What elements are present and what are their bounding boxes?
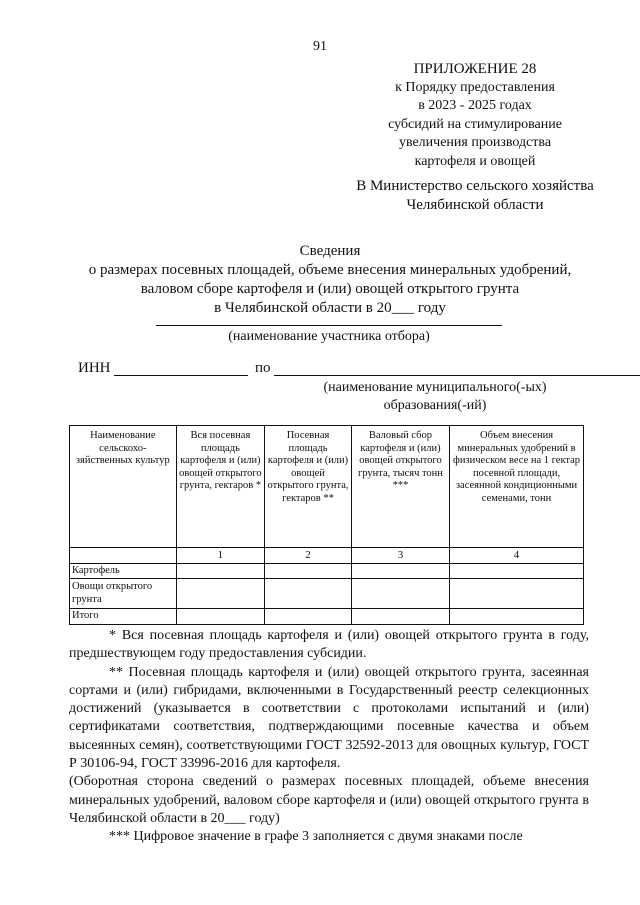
appendix-line: к Порядку предоставления (395, 79, 555, 95)
table-cell[interactable] (351, 563, 449, 579)
table-cell[interactable] (450, 563, 584, 579)
table-row (70, 563, 584, 579)
appendix-line: субсидий на стимулирование (388, 116, 562, 132)
column-number (70, 548, 177, 564)
table-number-row (70, 548, 584, 564)
table-cell[interactable] (351, 579, 449, 609)
table-cell[interactable] (265, 563, 352, 579)
data-table (69, 425, 584, 625)
column-number: 1 (176, 548, 265, 564)
table-row (70, 579, 584, 609)
table-row (70, 609, 584, 625)
table-cell[interactable] (450, 609, 584, 625)
appendix-line: в 2023 - 2025 годах (418, 98, 532, 113)
footnote-2: ** Посевная площадь картофеля и (или) овощей открытого грунта, засеянная сортами и (или) гибридами, включенными в Государственный реестр селекционных достижений (указывается в соответствии с протоколами испытаний и (или) сертификатами соответствия, подтверждающими посевные качества и объем высеянных семян), соответствующими ГОСТ 32592-2013 для овощных культур, ГОСТ Р 30106-94, ГОСТ 33996-2016 для картофеля. (69, 664, 589, 772)
addressee-line: В Министерство сельского хозяйства (356, 178, 594, 194)
participant-name-line (156, 325, 502, 326)
header-gross-harvest: Валовый сбор картофеля и (или) овощей открытого грунта, тысяч тонн *** (351, 426, 449, 548)
column-number: 4 (450, 548, 584, 564)
table-cell[interactable] (351, 609, 449, 625)
row-label: Картофель (70, 563, 177, 579)
title-line: Сведения (299, 243, 361, 259)
title-line: в Челябинской области в 20___ году (214, 300, 446, 316)
appendix-block (375, 60, 575, 171)
footnotes (69, 627, 589, 847)
footnote-3: *** Цифровое значение в графе 3 заполняется с двумя знаками после (109, 829, 523, 845)
po-label: по (255, 360, 271, 376)
addressee-block (320, 177, 630, 215)
inn-label: ИНН (78, 360, 111, 376)
table-cell[interactable] (176, 579, 265, 609)
header-fertilizer-volume: Объем внесения минеральных удобрений в физическом весе на 1 гектар посевной площади, засеянной кондиционными семенами, тонн (450, 426, 584, 548)
column-number: 2 (265, 548, 352, 564)
reverse-side-note: (Оборотная сторона сведений о размерах посевных площадей, объеме внесения минеральных удобрений, валовом сборе картофеля и (или) овощей открытого грунта в Челябинской области в 20___ году) (69, 774, 589, 826)
table-cell[interactable] (265, 609, 352, 625)
appendix-line: картофеля и овощей (414, 153, 536, 169)
addressee-line: Челябинской области (406, 197, 544, 213)
document-title (60, 242, 600, 318)
table-cell[interactable] (265, 579, 352, 609)
municipal-caption-line: образования(-ий) (383, 398, 487, 413)
footnote-1: * Вся посевная площадь картофеля и (или) овощей открытого грунта в году, предшествующем году предоставления субсидии. (69, 628, 589, 662)
page-number: 91 (313, 39, 327, 54)
header-crop-name: Наименование сельскохо-зяйственных культур (70, 426, 177, 548)
appendix-title: ПРИЛОЖЕНИЕ 28 (413, 61, 537, 77)
title-line: валовом сборе картофеля и (или) овощей открытого грунта (140, 281, 520, 297)
table-cell[interactable] (450, 579, 584, 609)
table-header-row (70, 426, 584, 548)
municipal-caption-line: (наименование муниципального(-ых) (323, 380, 547, 395)
row-label: Овощи открытого грунта (70, 579, 177, 609)
table-cell[interactable] (176, 563, 265, 579)
title-line: о размерах посевных площадей, объеме внесения минеральных удобрений, (88, 262, 572, 278)
inn-blank-line (114, 375, 248, 376)
participant-caption: (наименование участника отбора) (228, 329, 430, 344)
header-total-area: Вся посевная площадь картофеля и (или) овощей открытого грунта, гектаров * (176, 426, 265, 548)
column-number: 3 (351, 548, 449, 564)
row-label: Итого (70, 609, 177, 625)
header-sown-area: Посевная площадь картофеля и (или) овощей открытого грунта, гектаров ** (265, 426, 352, 548)
appendix-line: увеличения производства (398, 135, 552, 150)
municipal-blank-line (274, 375, 640, 376)
table-cell[interactable] (176, 609, 265, 625)
municipal-caption (300, 379, 570, 415)
